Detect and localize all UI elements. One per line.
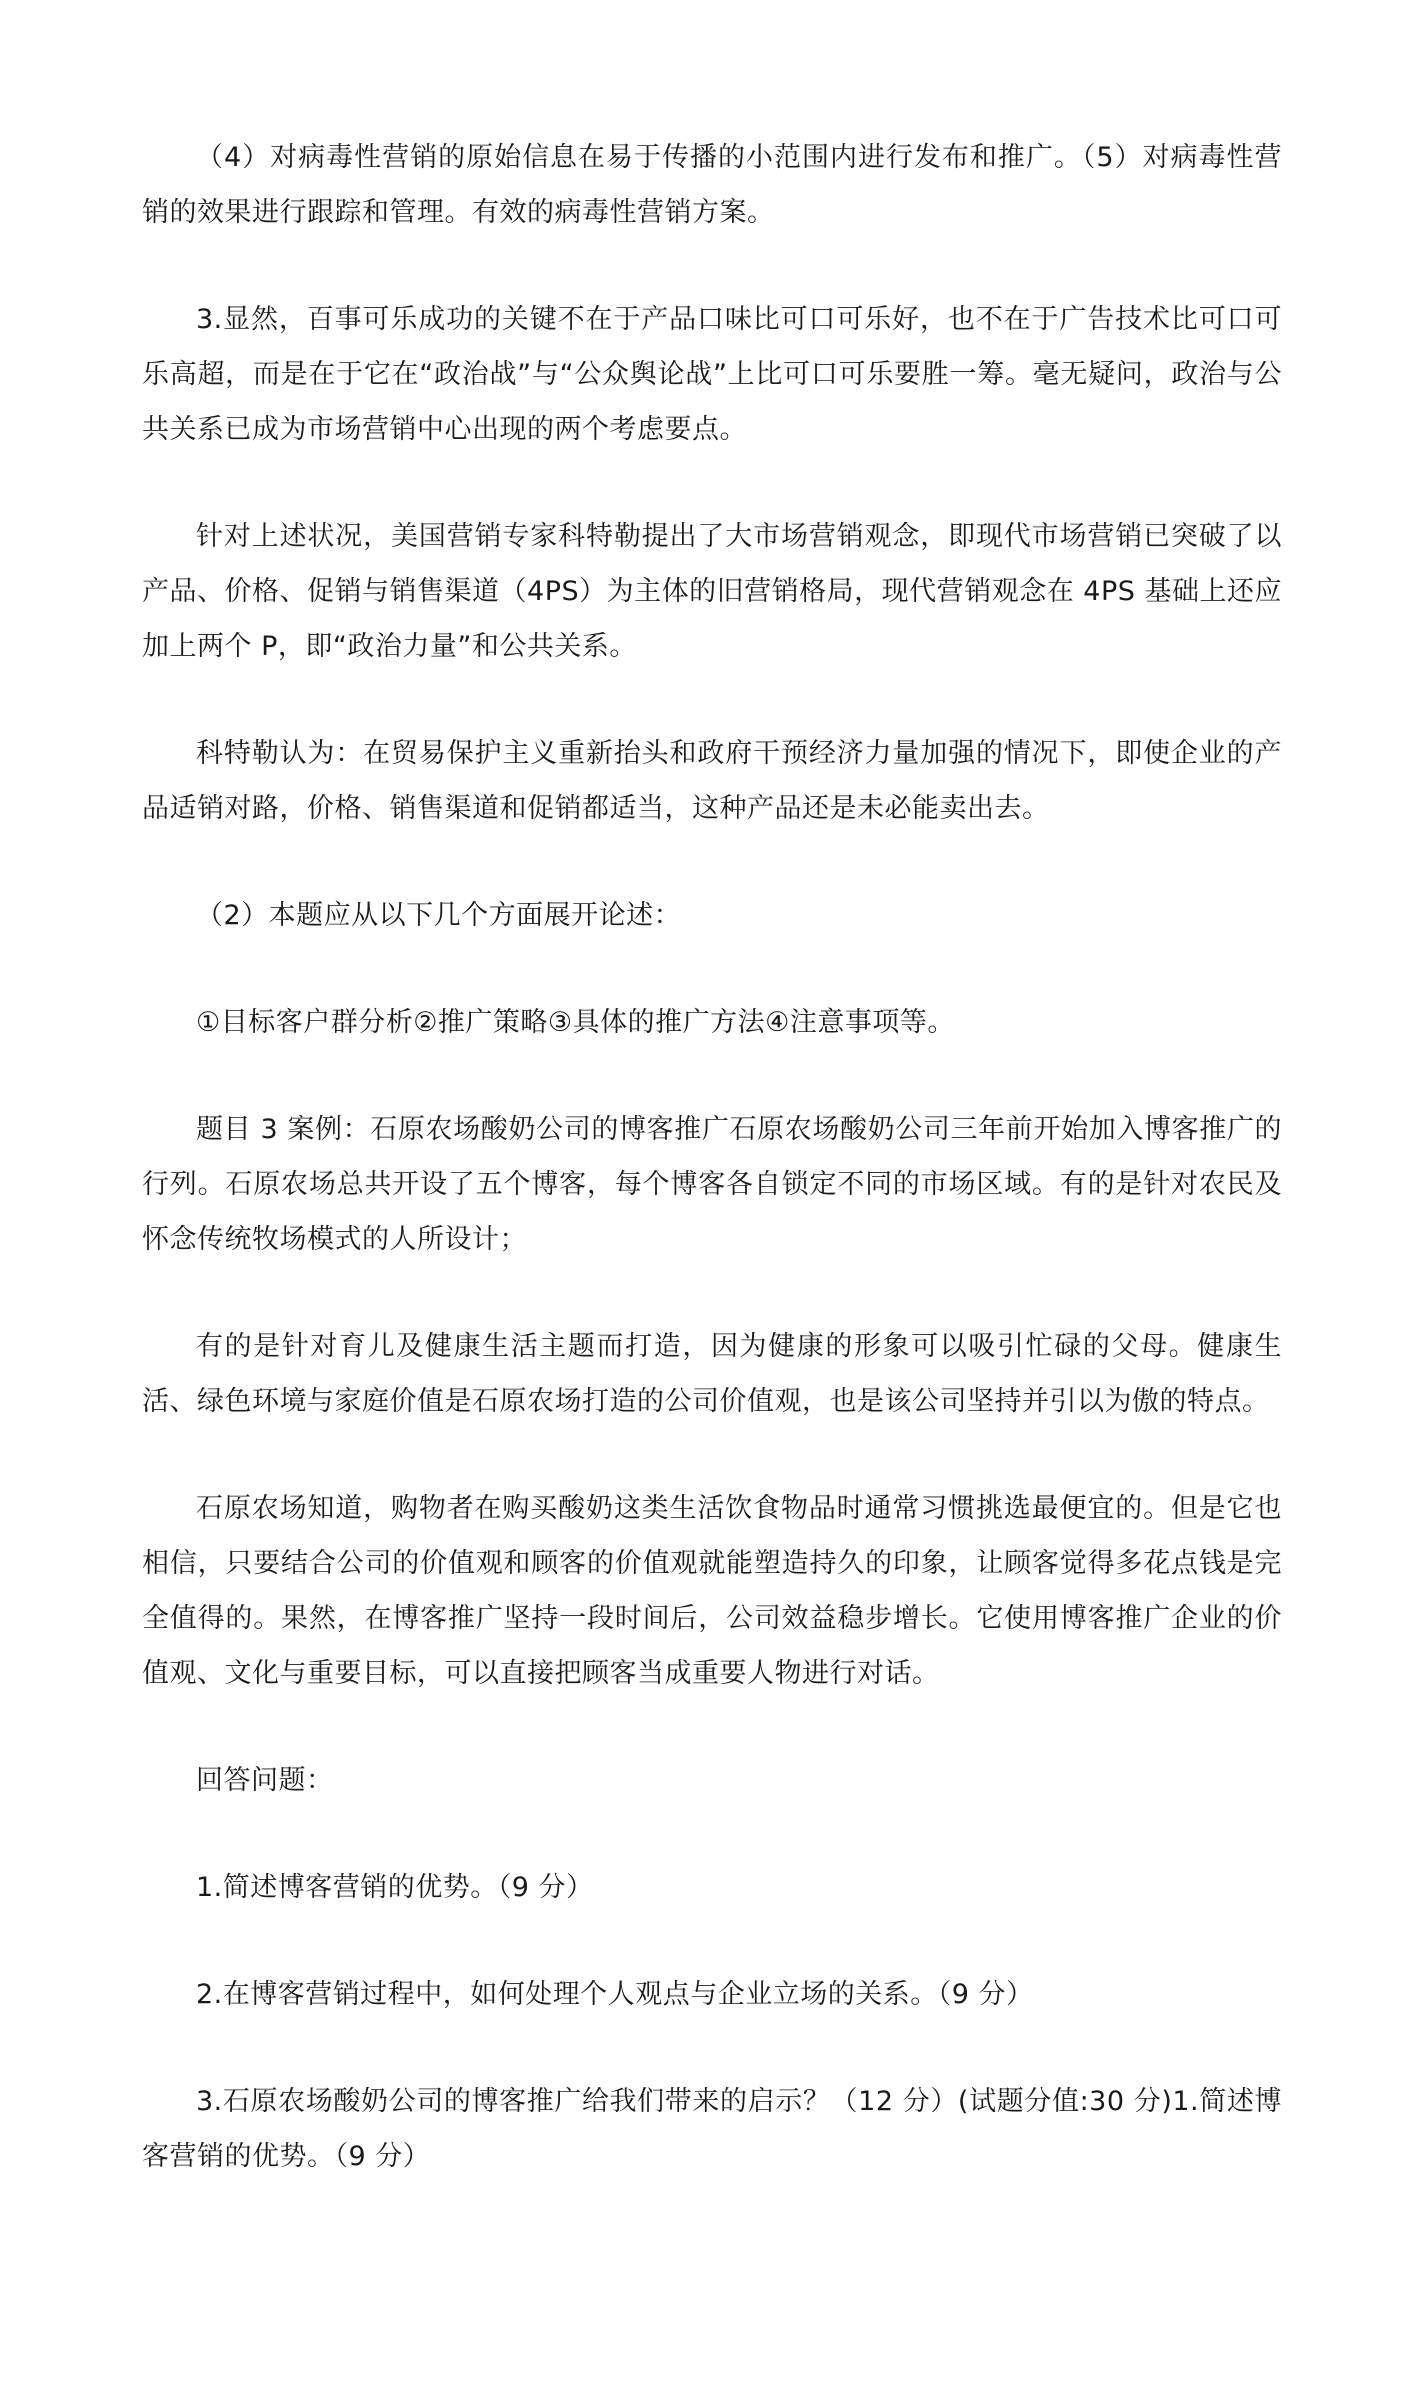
- paragraph-question-2-points: ①目标客户群分析②推广策略③具体的推广方法④注意事项等。: [196, 1007, 955, 1038]
- paragraph-kotler-megamarketing: 针对上述状况，美国营销专家科特勒提出了大市场营销观念，即现代市场营销已突破了以产品、价格、促销与销售渠道（4PS）为主体的旧营销格局，现代营销观念在 4PS 基础上还应加上两个 P，即“政治力量”和公共关系。: [142, 521, 1282, 662]
- paragraph-answer-heading: 回答问题：: [196, 1765, 334, 1796]
- paragraph-case-3-intro: 题目 3 案例：石原农场酸奶公司的博客推广石原农场酸奶公司三年前开始加入博客推广的行列。石原农场总共开设了五个博客，每个博客各自锁定不同的市场区域。有的是针对农民及怀念传统牧场模式的人所设计；: [142, 1114, 1282, 1255]
- paragraph-question-2-intro: （2）本题应从以下几个方面展开论述：: [196, 900, 682, 931]
- paragraph-pepsi-success: 3.显然，百事可乐成功的关键不在于产品口味比可口可乐好，也不在于广告技术比可口可乐高超，而是在于它在“政治战”与“公众舆论战”上比可口可乐要胜一筹。毫无疑问，政治与公共关系已成为市场营销中心出现的两个考虑要点。: [142, 304, 1282, 445]
- paragraph-case-3-health: 有的是针对育儿及健康生活主题而打造，因为健康的形象可以吸引忙碌的父母。健康生活、绿色环境与家庭价值是石原农场打造的公司价值观，也是该公司坚持并引以为傲的特点。: [142, 1331, 1282, 1417]
- paragraph-case-3-values: 石原农场知道，购物者在购买酸奶这类生活饮食物品时通常习惯挑选最便宜的。但是它也相信，只要结合公司的价值观和顾客的价值观就能塑造持久的印象，让顾客觉得多花点钱是完全值得的。果然，在博客推广坚持一段时间后，公司效益稳步增长。它使用博客推广企业的价值观、文化与重要目标，可以直接把顾客当成重要人物进行对话。: [142, 1493, 1282, 1689]
- paragraph-question-1: 1.简述博客营销的优势。（9 分）: [196, 1872, 594, 1903]
- paragraph-viral-marketing-steps: （4）对病毒性营销的原始信息在易于传播的小范围内进行发布和推广。（5）对病毒性营销的效果进行跟踪和管理。有效的病毒性营销方案。: [142, 142, 1282, 228]
- paragraph-question-3: 3.石原农场酸奶公司的博客推广给我们带来的启示？（12 分）(试题分值:30 分)1.简述博客营销的优势。（9 分）: [142, 2086, 1282, 2172]
- paragraph-kotler-view: 科特勒认为：在贸易保护主义重新抬头和政府干预经济力量加强的情况下，即使企业的产品适销对路，价格、销售渠道和促销都适当，这种产品还是未必能卖出去。: [142, 738, 1282, 824]
- paragraph-question-2: 2.在博客营销过程中，如何处理个人观点与企业立场的关系。（9 分）: [196, 1979, 1034, 2010]
- document-body: [142, 130, 1282, 2236]
